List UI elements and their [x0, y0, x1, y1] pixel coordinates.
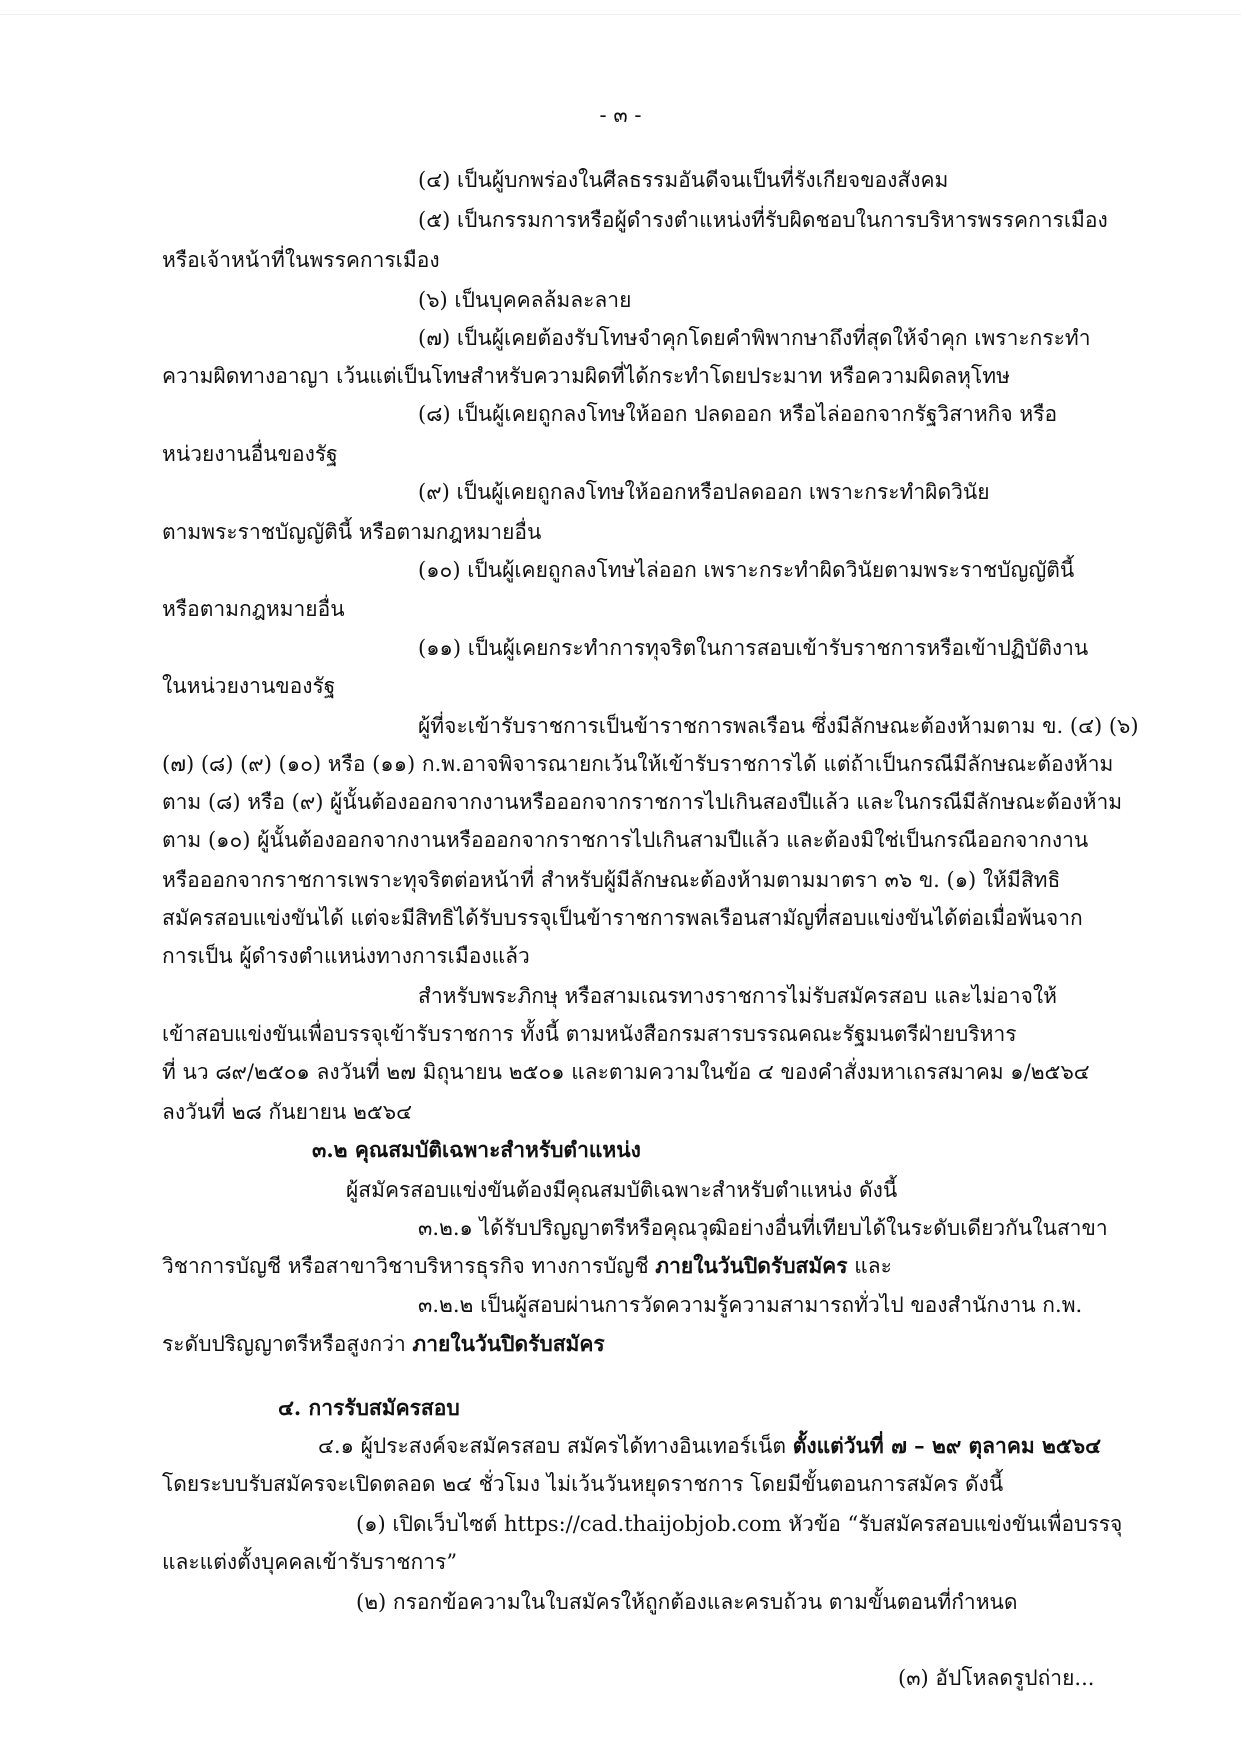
- text-line: เข้าสอบแข่งขันเพื่อบรรจุเข้ารับราชการ ทั้งนี้ ตามหนังสือกรมสารบรรณคณะรัฐมนตรีฝ่ายบริหาร: [162, 1022, 1017, 1046]
- text-line: (๕) เป็นกรรมการหรือผู้ดำรงตำแหน่งที่รับผิดชอบในการบริหารพรรคการเมือง: [418, 208, 1108, 232]
- text-line: (๔) เป็นผู้บกพร่องในศีลธรรมอันดีจนเป็นที่รังเกียจของสังคม: [418, 168, 949, 192]
- emphasis-text: ภายในวันปิดรับสมัคร: [655, 1253, 848, 1278]
- text-line: โดยระบบรับสมัครจะเปิดตลอด ๒๔ ชั่วโมง ไม่เว้นวันหยุดราชการ โดยมีขั้นตอนการสมัคร ดังนี้: [162, 1472, 1004, 1496]
- text-line: (๙) เป็นผู้เคยถูกลงโทษให้ออกหรือปลดออก เพราะกระทำผิดวินัย: [418, 480, 990, 504]
- text-segment: และ: [847, 1254, 892, 1278]
- text-line: ผู้สมัครสอบแข่งขันต้องมีคุณสมบัติเฉพาะสำหรับตำแหน่ง ดังนี้: [346, 1178, 898, 1202]
- text-line: ตาม (๘) หรือ (๙) ผู้นั้นต้องออกจากงานหรือออกจากราชการไปเกินสองปีแล้ว และในกรณีมีลักษณะต้องห้าม: [162, 790, 1123, 814]
- text-line: สมัครสอบแข่งขันได้ แต่จะมีสิทธิได้รับบรรจุเป็นข้าราชการพลเรือนสามัญที่สอบแข่งขันได้ต่อเมื่อพ้นจาก: [162, 906, 1083, 930]
- text-line: (๗) (๘) (๙) (๑๐) หรือ (๑๑) ก.พ.อาจพิจารณายกเว้นให้เข้ารับราชการได้ แต่ถ้าเป็นกรณีมีลักษณะต้องห้าม: [162, 752, 1114, 776]
- text-line: หน่วยงานอื่นของรัฐ: [162, 442, 338, 466]
- text-line: (๑) เปิดเว็บไซต์ https://cad.thaijobjob.com หัวข้อ “รับสมัครสอบแข่งขันเพื่อบรรจุ: [356, 1512, 1123, 1536]
- page-number: - ๓ -: [599, 103, 642, 127]
- text-line: (๒) กรอกข้อความในใบสมัครให้ถูกต้องและครบถ้วน ตามขั้นตอนที่กำหนด: [356, 1590, 1018, 1614]
- text-line: ในหน่วยงานของรัฐ: [162, 674, 336, 698]
- emphasis-text: ภายในวันปิดรับสมัคร: [412, 1331, 605, 1356]
- text-line: ตามพระราชบัญญัตินี้ หรือตามกฎหมายอื่น: [162, 520, 542, 544]
- text-line: ลงวันที่ ๒๘ กันยายน ๒๕๖๔: [162, 1100, 412, 1124]
- text-line: หรือตามกฎหมายอื่น: [162, 597, 345, 621]
- text-line: ที่ นว ๘๙/๒๕๐๑ ลงวันที่ ๒๗ มิถุนายน ๒๕๐๑ และตามความในข้อ ๔ ของคำสั่งมหาเถรสมาคม ๑/๒๕๖๔: [162, 1060, 1090, 1084]
- text-segment: ๔.๑ ผู้ประสงค์จะสมัครสอบ สมัครได้ทางอินเทอร์เน็ต: [318, 1434, 793, 1458]
- text-line: (๑๐) เป็นผู้เคยถูกลงโทษไล่ออก เพราะกระทำผิดวินัยตามพระราชบัญญัตินี้: [418, 558, 1075, 582]
- text-line: ตาม (๑๐) ผู้นั้นต้องออกจากงานหรือออกจากราชการไปเกินสามปีแล้ว และต้องมิใช่เป็นกรณีออกจากงาน: [162, 828, 1089, 852]
- text-line: ๓.๒.๑ ได้รับปริญญาตรีหรือคุณวุฒิอย่างอื่นที่เทียบได้ในระดับเดียวกันในสาขา: [418, 1216, 1108, 1240]
- text-line: (๘) เป็นผู้เคยถูกลงโทษให้ออก ปลดออก หรือไล่ออกจากรัฐวิสาหกิจ หรือ: [418, 402, 1058, 426]
- text-line: [162, 1329, 605, 1359]
- text-line: (๖) เป็นบุคคลล้มละลาย: [418, 288, 632, 312]
- emphasis-text: ตั้งแต่วันที่ ๗ – ๒๙ ตุลาคม ๒๕๖๔: [792, 1433, 1101, 1458]
- text-segment: วิชาการบัญชี หรือสาขาวิชาบริหารธุรกิจ ทางการบัญชี: [162, 1254, 656, 1278]
- text-line: ๓.๒.๒ เป็นผู้สอบผ่านการวัดความรู้ความสามารถทั่วไป ของสำนักงาน ก.พ.: [418, 1293, 1083, 1317]
- text-line: [318, 1431, 1101, 1461]
- text-line: (๑๑) เป็นผู้เคยกระทำการทุจริตในการสอบเข้ารับราชการหรือเข้าปฏิบัติงาน: [418, 636, 1089, 660]
- section-heading: ๔. การรับสมัครสอบ: [278, 1395, 460, 1420]
- text-line: ความผิดทางอาญา เว้นแต่เป็นโทษสำหรับความผิดที่ได้กระทำโดยประมาท หรือความผิดลหุโทษ: [162, 364, 1010, 388]
- section-heading: ๓.๒ คุณสมบัติเฉพาะสำหรับตำแหน่ง: [312, 1137, 641, 1162]
- text-line: และแต่งตั้งบุคคลเข้ารับราชการ”: [162, 1550, 458, 1574]
- text-line: ผู้ที่จะเข้ารับราชการเป็นข้าราชการพลเรือน ซึ่งมีลักษณะต้องห้ามตาม ข. (๔) (๖): [418, 714, 1139, 738]
- text-line: หรือออกจากราชการเพราะทุจริตต่อหน้าที่ สำหรับผู้มีลักษณะต้องห้ามตามมาตรา ๓๖ ข. (๑) ให้มีสิทธิ: [162, 868, 1061, 892]
- scan-edge-line: [0, 14, 1241, 15]
- text-line: การเป็น ผู้ดำรงตำแหน่งทางการเมืองแล้ว: [162, 944, 530, 968]
- text-segment: ระดับปริญญาตรีหรือสูงกว่า: [162, 1332, 413, 1356]
- text-line: สำหรับพระภิกษุ หรือสามเณรทางราชการไม่รับสมัครสอบ และไม่อาจให้: [418, 984, 1057, 1008]
- text-line: (๗) เป็นผู้เคยต้องรับโทษจำคุกโดยคำพิพากษาถึงที่สุดให้จำคุก เพราะกระทำ: [418, 326, 1091, 350]
- continuation-note: (๓) อัปโหลดรูปถ่าย...: [898, 1666, 1095, 1690]
- text-line: [162, 1251, 892, 1281]
- text-line: หรือเจ้าหน้าที่ในพรรคการเมือง: [162, 248, 440, 272]
